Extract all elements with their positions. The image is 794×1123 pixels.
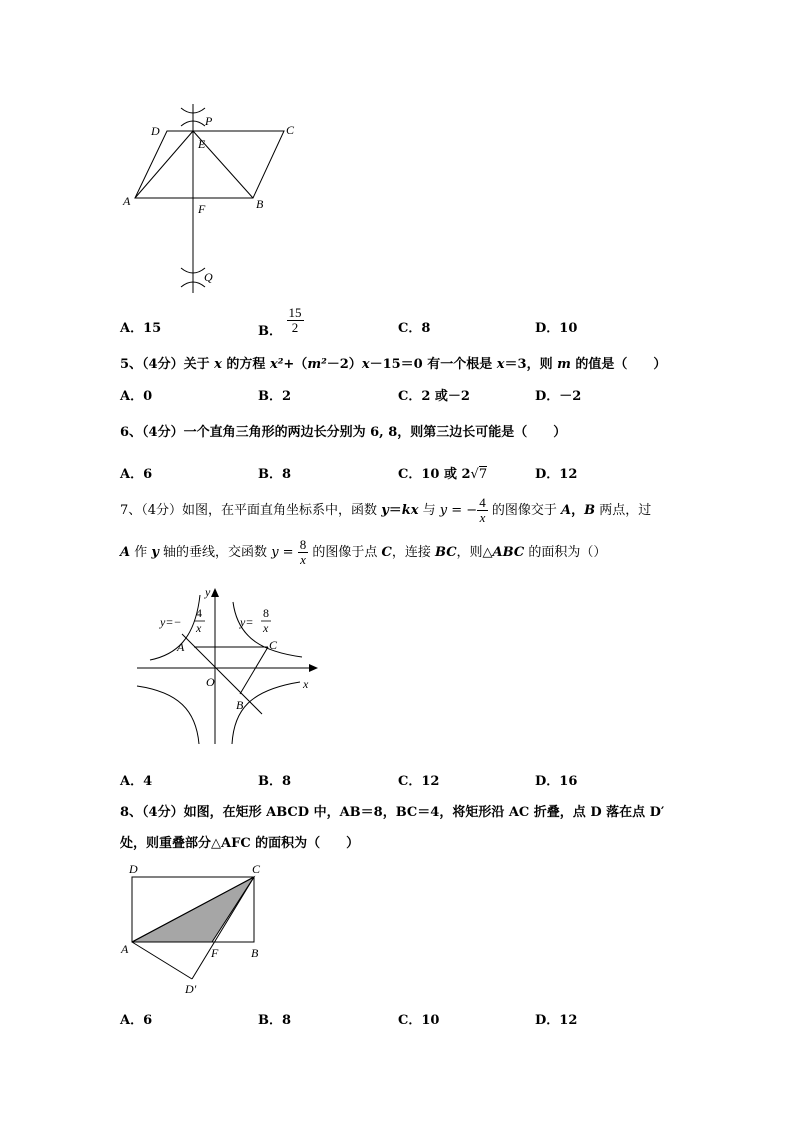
q7-label-C: C bbox=[269, 638, 278, 652]
q5-stem bbox=[120, 353, 666, 372]
q7-l1g: 的图像交于 bbox=[487, 503, 561, 518]
q5-text-7: 的值是（ ） bbox=[570, 357, 667, 372]
q7-frac1-den: x bbox=[479, 510, 486, 525]
q4-option-c[interactable]: C．8 bbox=[398, 321, 431, 336]
q4-label-P: P bbox=[205, 114, 213, 128]
q5-text-2: 的方程 bbox=[221, 357, 270, 372]
q7-l2f: 的图像于点 bbox=[308, 545, 382, 560]
q8-option-a[interactable]: A．6 bbox=[120, 1013, 153, 1028]
q7-stem-line2 bbox=[120, 538, 606, 567]
q8-label-D: D bbox=[129, 862, 138, 876]
q4-label-Q: Q bbox=[204, 270, 213, 284]
q7-frac2 bbox=[298, 538, 309, 567]
q6-option-c[interactable] bbox=[398, 463, 487, 482]
q7-eq1-prefix: y=− bbox=[160, 615, 182, 629]
q7-l2c: y bbox=[151, 545, 159, 560]
q5-var-x: x bbox=[214, 357, 222, 372]
q5-option-a[interactable]: A．0 bbox=[120, 389, 153, 404]
q7-eq2-den: x bbox=[263, 621, 269, 635]
q5-var-x3: x bbox=[361, 357, 370, 372]
q8-figure bbox=[115, 858, 275, 998]
q7-l1d: kx bbox=[401, 503, 419, 518]
q8-label-A: A bbox=[121, 942, 129, 956]
q4-option-d[interactable]: D．10 bbox=[535, 321, 578, 336]
q7-eq1-num: 4 bbox=[196, 606, 202, 620]
q7-l2e: y = bbox=[271, 545, 298, 560]
q6-option-a[interactable]: A．6 bbox=[120, 467, 153, 482]
q7-label-A: A bbox=[177, 640, 185, 654]
q7-l2h: ，连接 bbox=[391, 545, 435, 560]
q7-l2l: 的面积为（） bbox=[524, 545, 607, 560]
q7-option-c[interactable]: C．12 bbox=[398, 774, 440, 789]
q7-l2i: BC bbox=[434, 545, 457, 560]
q7-l1f: y = − bbox=[439, 503, 478, 518]
q7-label-y: y bbox=[205, 585, 211, 599]
q5-text-5: －15＝0 有一个根是 bbox=[369, 357, 497, 372]
q7-eq2-num: 8 bbox=[263, 606, 269, 620]
q5-text-4: －2） bbox=[326, 357, 362, 372]
q7-eq2-prefix: y= bbox=[240, 615, 254, 629]
q5-var-m: m bbox=[557, 357, 571, 372]
q7-l2j: ，则△ bbox=[456, 545, 493, 560]
q7-stem-line1 bbox=[120, 496, 651, 525]
q7-label-B: B bbox=[236, 698, 244, 712]
q7-l1k: 两点，过 bbox=[595, 503, 652, 518]
q4-option-b[interactable] bbox=[258, 305, 304, 339]
q4-option-b-fraction bbox=[287, 306, 304, 335]
q7-l2b: 作 bbox=[130, 545, 152, 560]
q7-eq1-den: x bbox=[196, 621, 202, 635]
q8-option-d[interactable]: D．12 bbox=[535, 1013, 578, 1028]
q7-l2g: C bbox=[381, 545, 392, 560]
q7-l1e: 与 bbox=[418, 503, 440, 518]
q7-l2k: ABC bbox=[492, 545, 525, 560]
q4-label-F: F bbox=[198, 202, 206, 216]
q5-option-d[interactable]: D．－2 bbox=[535, 389, 582, 404]
q7-frac1 bbox=[477, 496, 488, 525]
q7-label-x: x bbox=[303, 677, 309, 691]
q5-option-c[interactable]: C．2 或－2 bbox=[398, 389, 470, 404]
q4-option-a[interactable]: A．15 bbox=[120, 321, 162, 336]
q8-option-b[interactable]: B．8 bbox=[258, 1013, 292, 1028]
q7-l1i: ， bbox=[571, 503, 585, 518]
q7-label-O: O bbox=[206, 675, 215, 689]
q7-frac1-num: 4 bbox=[479, 495, 486, 510]
q5-text-3: +（ bbox=[283, 357, 308, 372]
q7-l1j: B bbox=[584, 503, 596, 518]
q5-var-m2: m² bbox=[307, 357, 327, 372]
q4-label-A: A bbox=[123, 194, 131, 208]
q8-stem-line2: 处，则重叠部分△AFC 的面积为（ ） bbox=[120, 836, 360, 851]
q6-option-c-sqrt: √ bbox=[470, 467, 479, 482]
q4-option-b-numerator: 15 bbox=[288, 305, 302, 320]
q8-label-B: B bbox=[251, 946, 259, 960]
q8-option-c[interactable]: C．10 bbox=[398, 1013, 440, 1028]
q4-label-C: C bbox=[286, 123, 295, 137]
q8-stem-line1: 8、（4分）如图，在矩形 ABCD 中，AB＝8，BC＝4，将矩形沿 AC 折叠，点 D 落在点 D′ bbox=[120, 805, 665, 820]
q6-option-b[interactable]: B．8 bbox=[258, 467, 292, 482]
q6-stem: 6、（4分）一个直角三角形的两边长分别为 6, 8，则第三边长可能是（ ） bbox=[120, 425, 567, 440]
q4-label-E: E bbox=[198, 137, 206, 151]
q7-frac2-num: 8 bbox=[299, 537, 307, 552]
q6-option-c-radicand: 7 bbox=[478, 467, 488, 482]
q8-label-Dprime: D′ bbox=[185, 982, 197, 996]
q7-l2d: 轴的垂线，交函数 bbox=[158, 545, 272, 560]
q4-figure bbox=[115, 100, 315, 300]
q5-text-6: ＝3，则 bbox=[504, 357, 558, 372]
q5-var-x2: x² bbox=[269, 357, 284, 372]
q6-option-c-prefix: C．10 或 2 bbox=[398, 467, 471, 482]
q8-label-F: F bbox=[211, 946, 219, 960]
q7-l1a: 7、（4分）如图，在平面直角坐标系中，函数 bbox=[120, 503, 382, 518]
q7-option-d[interactable]: D．16 bbox=[535, 774, 578, 789]
q4-label-D: D bbox=[151, 124, 160, 138]
q7-l1c: ＝ bbox=[388, 503, 402, 518]
q7-l2a: A bbox=[120, 545, 131, 560]
q8-label-C: C bbox=[252, 862, 261, 876]
q4-option-b-denominator: 2 bbox=[291, 320, 299, 335]
q7-option-a[interactable]: A．4 bbox=[120, 774, 153, 789]
q7-figure bbox=[130, 580, 330, 750]
q4-option-b-prefix: B． bbox=[258, 324, 282, 339]
q5-text-1: 5、（4分）关于 bbox=[120, 357, 215, 372]
q5-var-x4: x bbox=[496, 357, 505, 372]
q7-l1h: A bbox=[560, 503, 572, 518]
q4-label-B: B bbox=[256, 197, 264, 211]
q7-option-b[interactable]: B．8 bbox=[258, 774, 292, 789]
q7-l1b: y bbox=[381, 503, 389, 518]
q6-option-d[interactable]: D．12 bbox=[535, 467, 578, 482]
q5-option-b[interactable]: B．2 bbox=[258, 389, 292, 404]
q7-frac2-den: x bbox=[300, 552, 306, 567]
